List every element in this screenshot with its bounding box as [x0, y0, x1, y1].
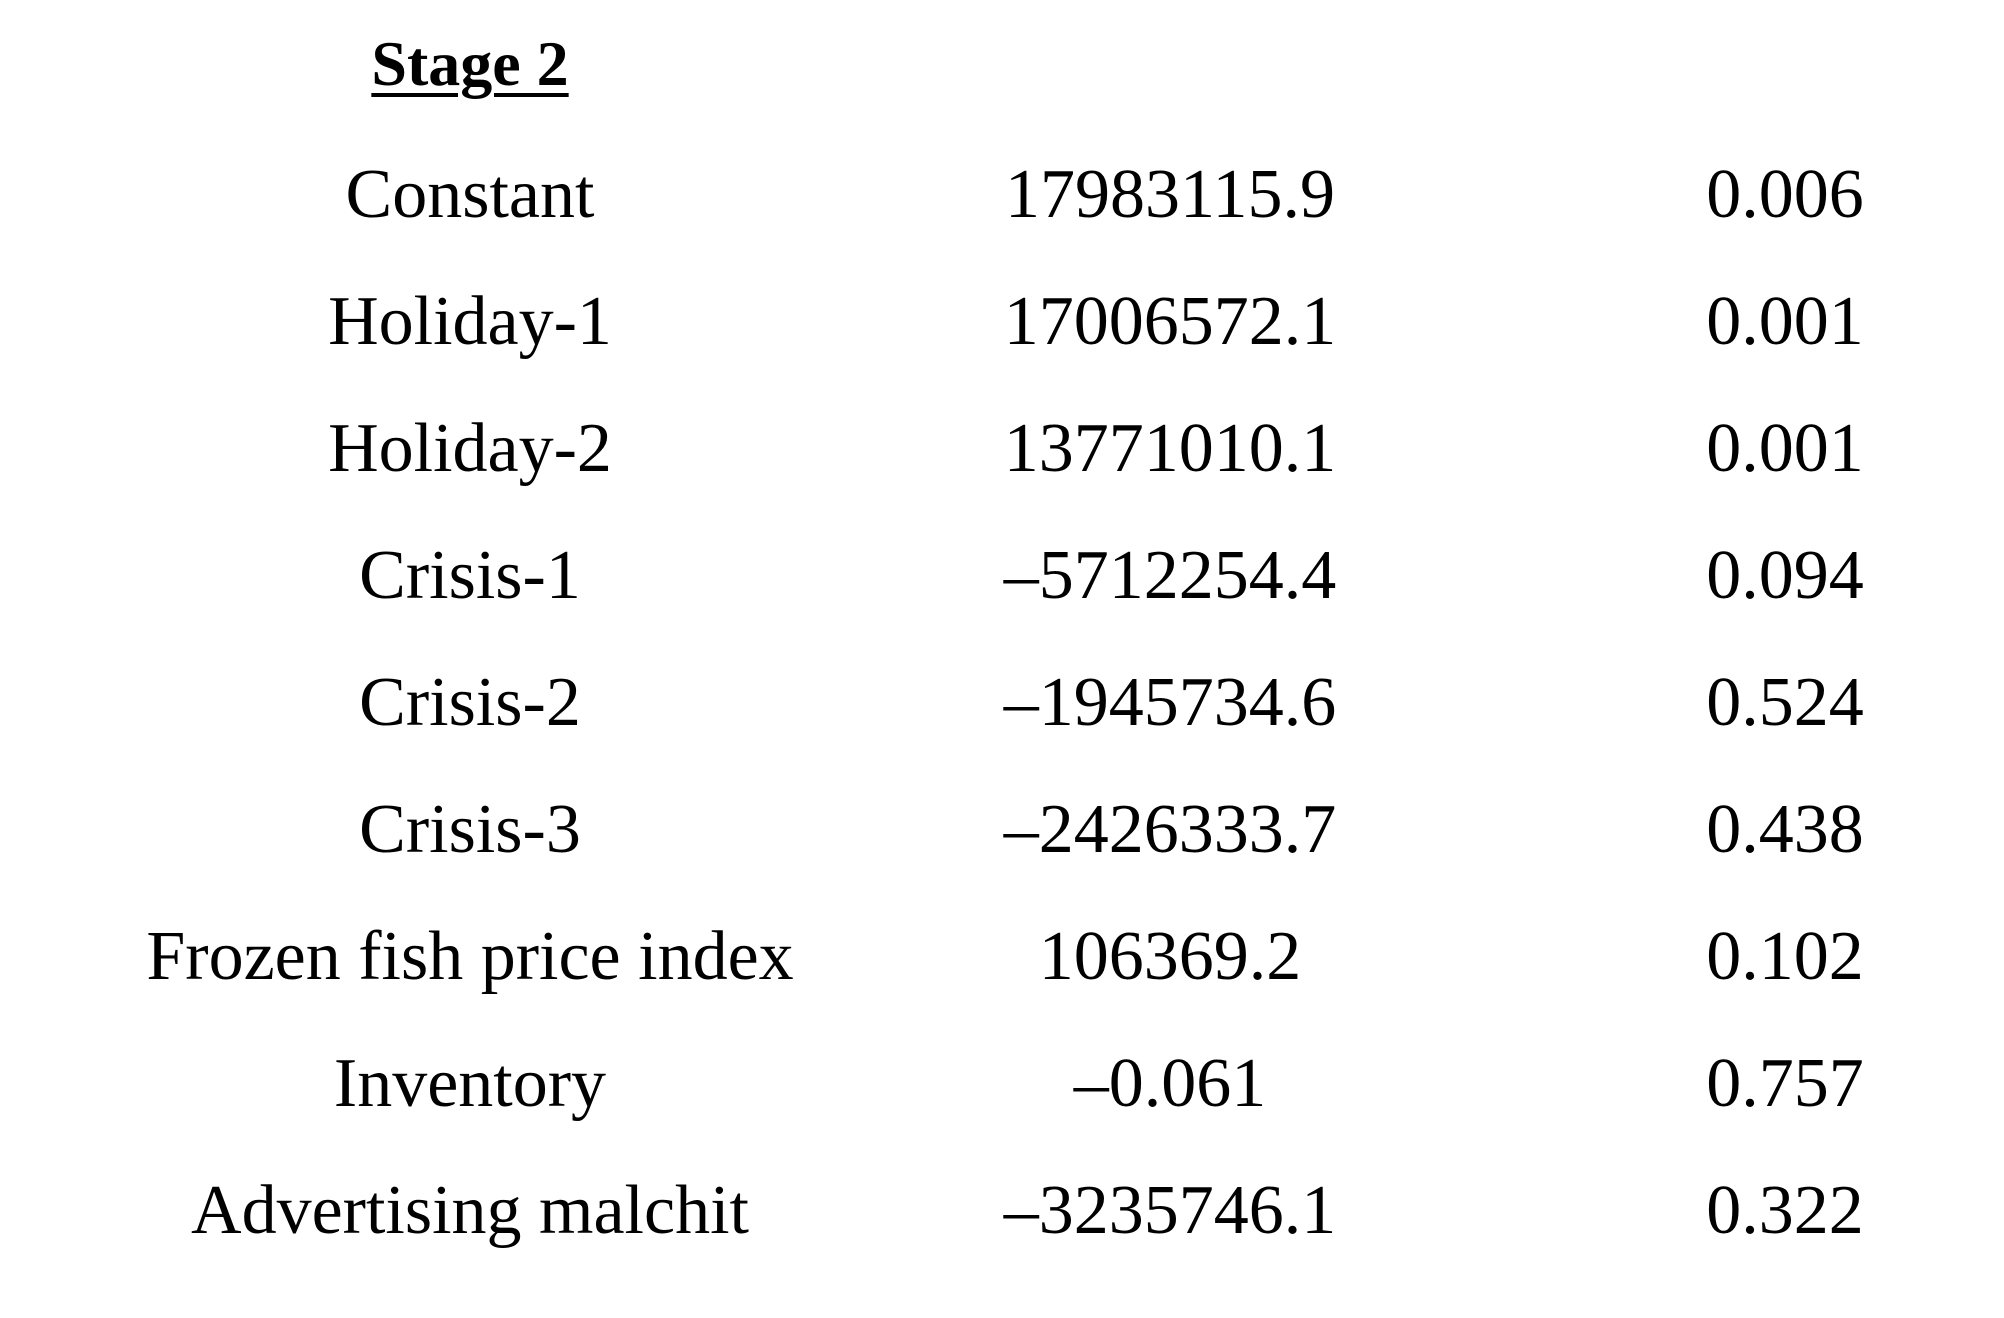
coefficient-value: –0.061 [1073, 1045, 1267, 1122]
coefficient-value: –1945734.6 [1003, 664, 1337, 741]
table-row [0, 912, 2004, 1039]
coefficient-value: 106369.2 [1038, 918, 1302, 995]
variable-label: Advertising malchit [191, 1172, 749, 1249]
coefficient-value: –5712254.4 [1003, 537, 1337, 614]
coefficient-value: 17983115.9 [1005, 156, 1335, 233]
p-value: 0.094 [1706, 537, 1864, 614]
p-value: 0.524 [1706, 664, 1864, 741]
variable-label: Constant [345, 156, 595, 233]
variable-label: Crisis-1 [359, 537, 581, 614]
variable-label: Holiday-1 [328, 283, 612, 360]
p-value: 0.001 [1706, 283, 1864, 360]
regression-table [0, 150, 2004, 1293]
coefficient-value: 17006572.1 [1003, 283, 1337, 360]
coefficient-value: –3235746.1 [1003, 1172, 1337, 1249]
table-row [0, 1039, 2004, 1166]
table-row [0, 531, 2004, 658]
variable-label: Inventory [333, 1045, 607, 1122]
p-value: 0.438 [1706, 791, 1864, 868]
coefficient-value: 13771010.1 [1003, 410, 1337, 487]
variable-label: Frozen fish price index [146, 918, 794, 995]
p-value: 0.757 [1706, 1045, 1864, 1122]
p-value: 0.001 [1706, 410, 1864, 487]
stage-title: Stage 2 [371, 28, 569, 99]
table-row [0, 150, 2004, 277]
variable-label: Holiday-2 [328, 410, 612, 487]
table-row [0, 404, 2004, 531]
variable-label: Crisis-2 [359, 664, 581, 741]
coefficient-value: –2426333.7 [1003, 791, 1337, 868]
table-row [0, 658, 2004, 785]
variable-label: Crisis-3 [359, 791, 581, 868]
table-row [0, 1166, 2004, 1293]
p-value: 0.006 [1706, 156, 1864, 233]
p-value: 0.102 [1706, 918, 1864, 995]
table-row [0, 277, 2004, 404]
p-value: 0.322 [1706, 1172, 1864, 1249]
table-row [0, 785, 2004, 912]
